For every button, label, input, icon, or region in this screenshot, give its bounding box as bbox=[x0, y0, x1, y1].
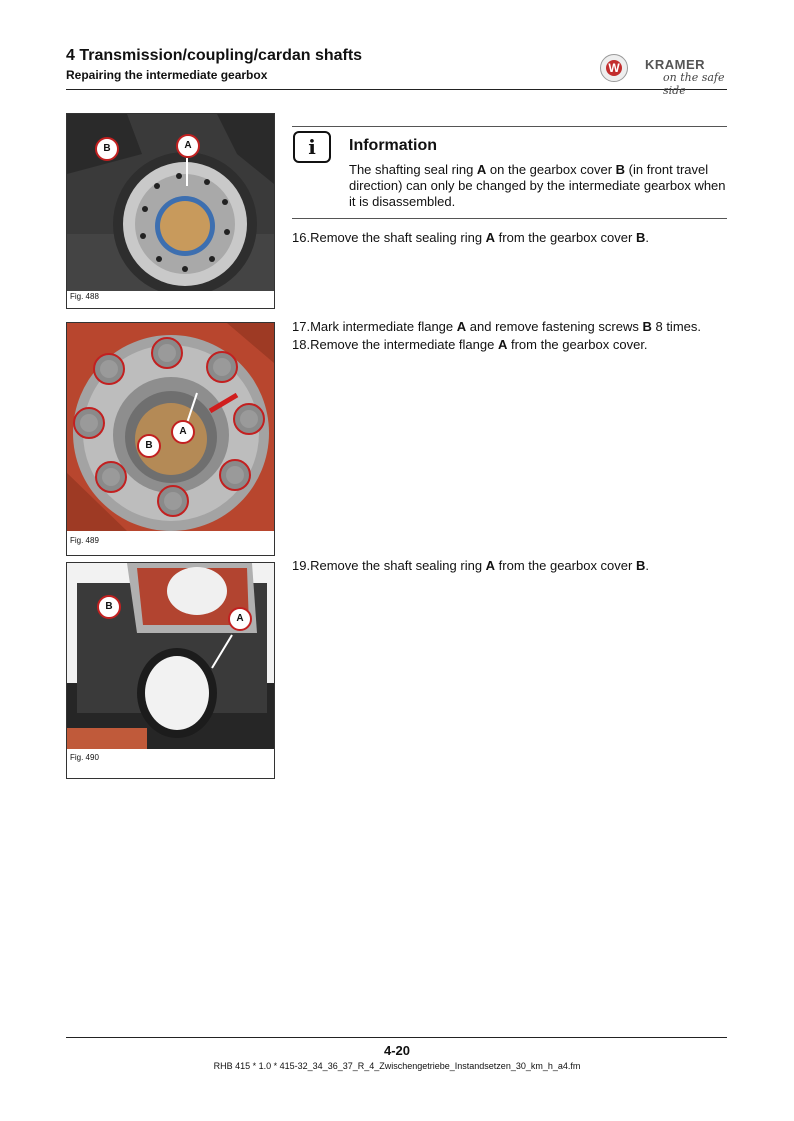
step-17: 17.Mark intermediate flange A and remove fastening screws B 8 times. bbox=[292, 319, 701, 334]
callout-b: B bbox=[137, 434, 161, 458]
callout-a: A bbox=[171, 420, 195, 444]
figure-caption: Fig. 490 bbox=[70, 753, 99, 762]
info-icon: i bbox=[293, 131, 331, 163]
logo-name: KRAMER bbox=[645, 57, 706, 72]
figure-caption: Fig. 489 bbox=[70, 536, 99, 545]
header-divider bbox=[66, 89, 727, 90]
info-box-bottom-rule bbox=[292, 218, 727, 219]
figure-490 bbox=[66, 562, 275, 779]
callout-b: B bbox=[95, 137, 119, 161]
chapter-title: 4 Transmission/coupling/cardan shafts bbox=[66, 47, 363, 64]
figure-489 bbox=[66, 322, 275, 556]
page-number: 4-20 bbox=[383, 1043, 411, 1058]
logo-tagline: on the safe side bbox=[663, 71, 725, 97]
footer-filename: RHB 415 * 1.0 * 415-32_34_36_37_R_4_Zwischengetriebe_Instandsetzen_30_km_h_a4.fm bbox=[213, 1061, 581, 1071]
step-16: 16.Remove the shaft sealing ring A from the gearbox cover B. bbox=[292, 230, 649, 245]
figure-caption: Fig. 488 bbox=[70, 292, 99, 301]
info-heading: Information bbox=[349, 137, 437, 154]
kramer-logo bbox=[600, 52, 730, 97]
section-subtitle: Repairing the intermediate gearbox bbox=[66, 68, 268, 82]
callout-a: A bbox=[228, 607, 252, 631]
step-18: 18.Remove the intermediate flange A from the gearbox cover. bbox=[292, 337, 648, 352]
callout-b: B bbox=[97, 595, 121, 619]
intermediate-flange-photo bbox=[67, 323, 274, 531]
footer-divider bbox=[66, 1037, 727, 1038]
info-box-top-rule bbox=[292, 126, 727, 127]
removed-seal-photo bbox=[67, 563, 274, 749]
step-19: 19.Remove the shaft sealing ring A from the gearbox cover B. bbox=[292, 558, 649, 573]
figure-488 bbox=[66, 113, 275, 309]
callout-a: A bbox=[176, 134, 200, 158]
info-text: The shafting seal ring A on the gearbox cover B (in front travel direction) can only be changed by the intermediate gearbox when it is disassembled. bbox=[349, 162, 726, 209]
wacker-logo-icon: W bbox=[600, 54, 628, 82]
